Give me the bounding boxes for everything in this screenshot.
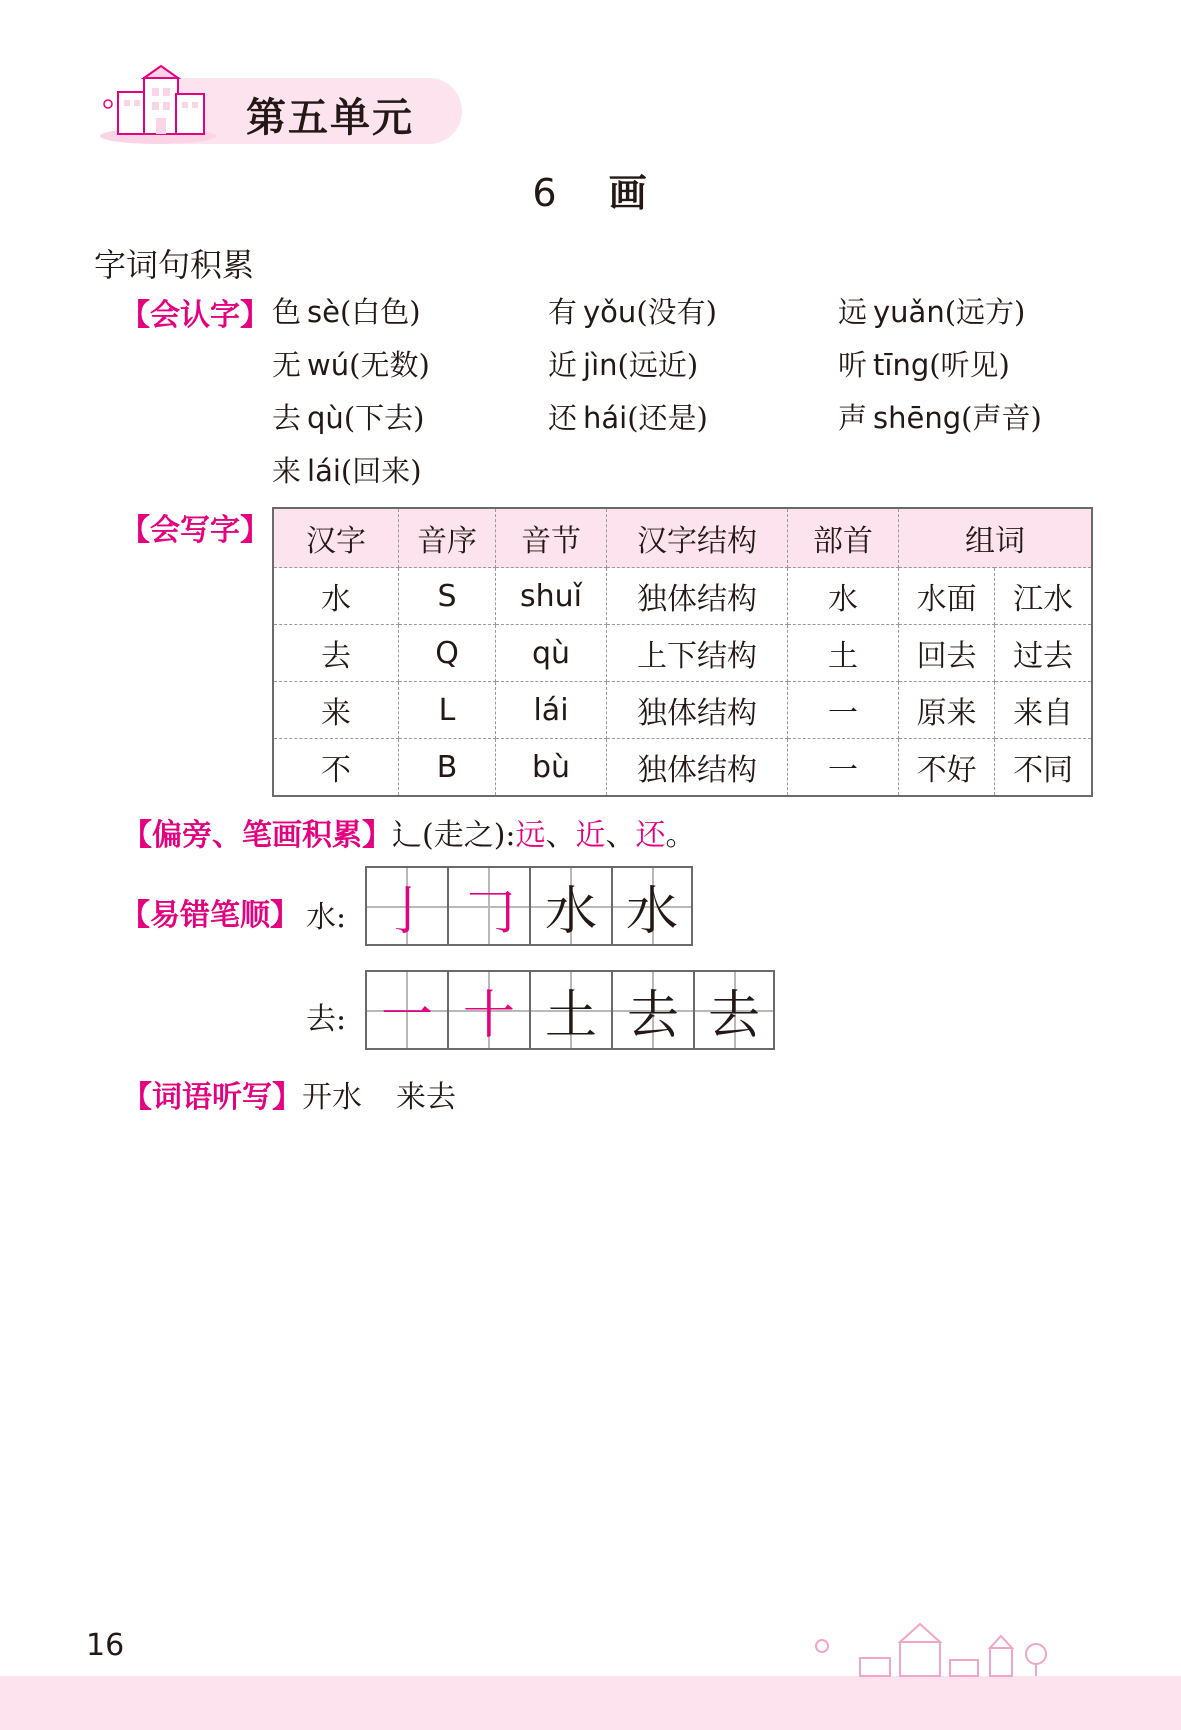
reading-pinyin: lái	[307, 454, 341, 488]
cell-bushou: 土	[788, 625, 899, 682]
stroke-step-char: 亅	[380, 881, 433, 942]
stroke-row-qu	[365, 970, 775, 1050]
stroke-step-char: 𠃌	[462, 881, 515, 942]
town-decoration-icon	[800, 1612, 1080, 1682]
reading-word: (无数)	[349, 348, 430, 382]
cell-yinxu: L	[399, 682, 496, 739]
castle-icon	[96, 64, 226, 144]
radical-example: 还	[635, 818, 666, 853]
reading-item	[272, 449, 422, 490]
stroke-step-box	[693, 970, 775, 1050]
table-row	[273, 739, 1092, 797]
header-yinjie: 音节	[496, 508, 607, 568]
cell-hanzi: 去	[273, 625, 399, 682]
cell-yinjie: lái	[496, 682, 607, 739]
cell-jiegou: 独体结构	[607, 682, 788, 739]
table-header-row	[273, 508, 1092, 568]
radical-text: 辶(走之):	[392, 818, 516, 853]
cell-yinjie: shuǐ	[496, 568, 607, 625]
footer-band	[0, 1676, 1181, 1730]
header-zuci: 组词	[899, 508, 1093, 568]
reading-item	[838, 290, 1025, 331]
stroke-step-char: 土	[544, 985, 597, 1046]
dictation-label: 【词语听写】	[122, 1080, 302, 1115]
table-row	[273, 682, 1092, 739]
cell-word: 过去	[995, 625, 1092, 682]
reading-word: (没有)	[636, 295, 717, 329]
reading-word: (下去)	[343, 401, 425, 435]
table-row	[273, 568, 1092, 625]
stroke-step-box	[611, 970, 693, 1050]
cell-yinxu: B	[399, 739, 496, 797]
cell-yinjie: bù	[496, 739, 607, 797]
cell-word: 不同	[995, 739, 1092, 797]
stroke-step-char: 水	[544, 881, 597, 942]
reading-item	[548, 343, 698, 384]
reading-word: (还是)	[627, 401, 708, 435]
radical-example: 远	[515, 818, 546, 853]
reading-label: 【会认字】	[120, 298, 270, 333]
stroke-char-label: 水:	[306, 900, 347, 935]
section-title: 字词句积累	[94, 246, 255, 284]
reading-char: 去	[272, 401, 302, 435]
header-yinxu: 音序	[399, 508, 496, 568]
cell-word: 江水	[995, 568, 1092, 625]
reading-word: (白色)	[339, 295, 421, 329]
reading-item	[838, 396, 1042, 437]
cell-yinjie: qù	[496, 625, 607, 682]
cell-yinxu: S	[399, 568, 496, 625]
stroke-step-box	[365, 866, 447, 946]
cell-word: 原来	[899, 682, 995, 739]
radical-separator: 、	[545, 818, 576, 853]
stroke-step-box	[611, 866, 693, 946]
header-bushou: 部首	[788, 508, 899, 568]
reading-char: 来	[272, 454, 302, 488]
unit-title: 第五单元	[246, 95, 414, 141]
cell-word: 回去	[899, 625, 995, 682]
stroke-step-char: 去	[626, 985, 679, 1046]
reading-pinyin: sè	[307, 295, 340, 329]
stroke-step-box	[447, 970, 529, 1050]
reading-char: 色	[272, 295, 302, 329]
reading-char: 有	[548, 295, 578, 329]
cell-word: 水面	[899, 568, 995, 625]
lesson-name: 画	[608, 171, 649, 215]
reading-item	[272, 396, 424, 437]
dictation-word: 来去	[396, 1080, 456, 1115]
table-row	[273, 625, 1092, 682]
cell-bushou: 水	[788, 568, 899, 625]
stroke-step-box	[529, 970, 611, 1050]
unit-banner	[96, 78, 462, 144]
header-hanzi: 汉字	[273, 508, 399, 568]
dictation-word: 开水	[302, 1080, 362, 1115]
cell-jiegou: 上下结构	[607, 625, 788, 682]
reading-pinyin: jìn	[583, 348, 618, 382]
reading-item	[548, 290, 717, 331]
lesson-title	[0, 162, 1181, 217]
stroke-step-box	[529, 866, 611, 946]
reading-pinyin: yuǎn	[873, 295, 945, 329]
reading-char: 近	[548, 348, 578, 382]
reading-pinyin: tīng	[873, 348, 930, 382]
reading-char: 听	[838, 348, 868, 382]
reading-item	[838, 343, 1010, 384]
reading-char: 还	[548, 401, 578, 435]
reading-word: (听见)	[929, 348, 1010, 382]
reading-item	[272, 290, 421, 331]
reading-pinyin: hái	[583, 401, 628, 435]
stroke-step-char: 去	[707, 985, 760, 1046]
radical-label: 【偏旁、笔画积累】	[122, 818, 392, 853]
cell-jiegou: 独体结构	[607, 568, 788, 625]
cell-hanzi: 不	[273, 739, 399, 797]
reading-pinyin: wú	[307, 348, 350, 382]
radical-separator: 、	[605, 818, 636, 853]
reading-word: (远近)	[617, 348, 699, 382]
stroke-step-box	[447, 866, 529, 946]
reading-pinyin: qù	[307, 401, 344, 435]
dictation-line	[122, 1072, 456, 1116]
radical-end: 。	[665, 818, 696, 853]
writing-label: 【会写字】	[120, 513, 270, 548]
cell-hanzi: 来	[273, 682, 399, 739]
writing-table	[272, 507, 1093, 797]
stroke-step-char: 一	[380, 985, 433, 1046]
reading-item	[272, 343, 430, 384]
reading-word: (远方)	[944, 295, 1026, 329]
reading-item	[548, 396, 708, 437]
radical-example: 近	[575, 818, 606, 853]
reading-pinyin: shēng	[873, 401, 962, 435]
cell-word: 不好	[899, 739, 995, 797]
reading-char: 无	[272, 348, 302, 382]
page-number: 16	[86, 1628, 125, 1663]
header-jiegou: 汉字结构	[607, 508, 788, 568]
stroke-char-label: 去:	[306, 1002, 347, 1037]
stroke-step-char: 十	[462, 985, 515, 1046]
reading-pinyin: yǒu	[583, 295, 637, 329]
reading-char: 远	[838, 295, 868, 329]
stroke-step-char: 水	[625, 881, 678, 942]
cell-bushou: 一	[788, 739, 899, 797]
stroke-order-label: 【易错笔顺】	[120, 898, 300, 933]
reading-char: 声	[838, 401, 868, 435]
reading-word: (声音)	[961, 401, 1042, 435]
lesson-number: 6	[532, 171, 559, 215]
cell-yinxu: Q	[399, 625, 496, 682]
cell-jiegou: 独体结构	[607, 739, 788, 797]
cell-word: 来自	[995, 682, 1092, 739]
cell-hanzi: 水	[273, 568, 399, 625]
reading-word: (回来)	[340, 454, 422, 488]
stroke-step-box	[365, 970, 447, 1050]
radical-line	[122, 810, 696, 854]
stroke-row-shui	[365, 866, 693, 946]
cell-bushou: 一	[788, 682, 899, 739]
